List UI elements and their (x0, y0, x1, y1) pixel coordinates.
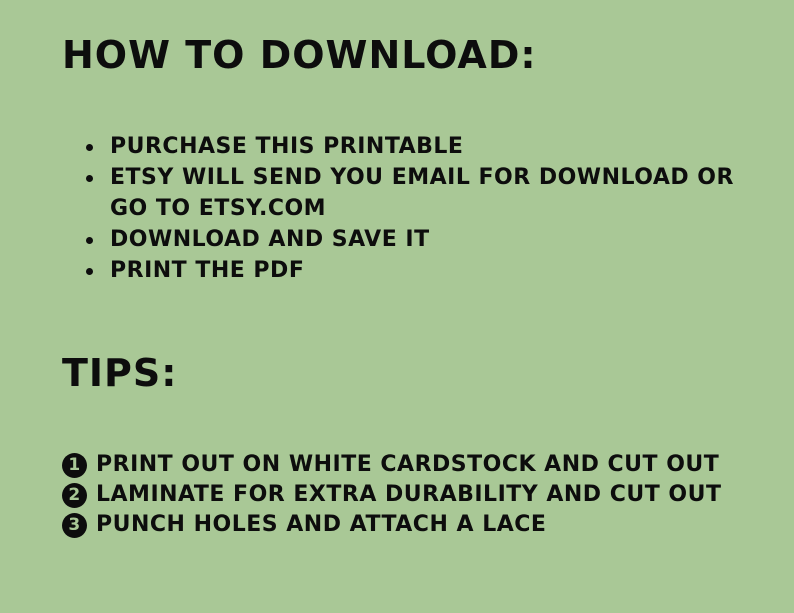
tips-heading: TIPS: (62, 351, 178, 395)
download-steps-list (80, 131, 770, 286)
bullet-icon (86, 237, 93, 244)
number-badge-icon: 3 (62, 513, 87, 538)
step-text: DOWNLOAD AND SAVE IT (110, 227, 430, 252)
list-item (62, 450, 772, 480)
list-item (80, 224, 770, 255)
list-item (80, 162, 770, 224)
step-text: ETSY WILL SEND YOU EMAIL FOR DOWNLOAD OR GO TO ETSY.COM (110, 165, 734, 221)
tip-text: LAMINATE FOR EXTRA DURABILITY AND CUT OUT (96, 482, 722, 507)
number-badge-icon: 1 (62, 453, 87, 478)
bullet-icon (86, 175, 93, 182)
list-item (80, 131, 770, 162)
list-item (80, 255, 770, 286)
list-item (62, 510, 772, 540)
tip-text: PUNCH HOLES AND ATTACH A LACE (96, 512, 547, 537)
step-text: PRINT THE PDF (110, 258, 305, 283)
bullet-icon (86, 144, 93, 151)
number-badge-icon: 2 (62, 483, 87, 508)
tip-text: PRINT OUT ON WHITE CARDSTOCK AND CUT OUT (96, 452, 720, 477)
download-heading: HOW TO DOWNLOAD: (62, 33, 537, 77)
bullet-icon (86, 268, 93, 275)
tips-list (62, 450, 772, 540)
list-item (62, 480, 772, 510)
step-text: PURCHASE THIS PRINTABLE (110, 134, 464, 159)
